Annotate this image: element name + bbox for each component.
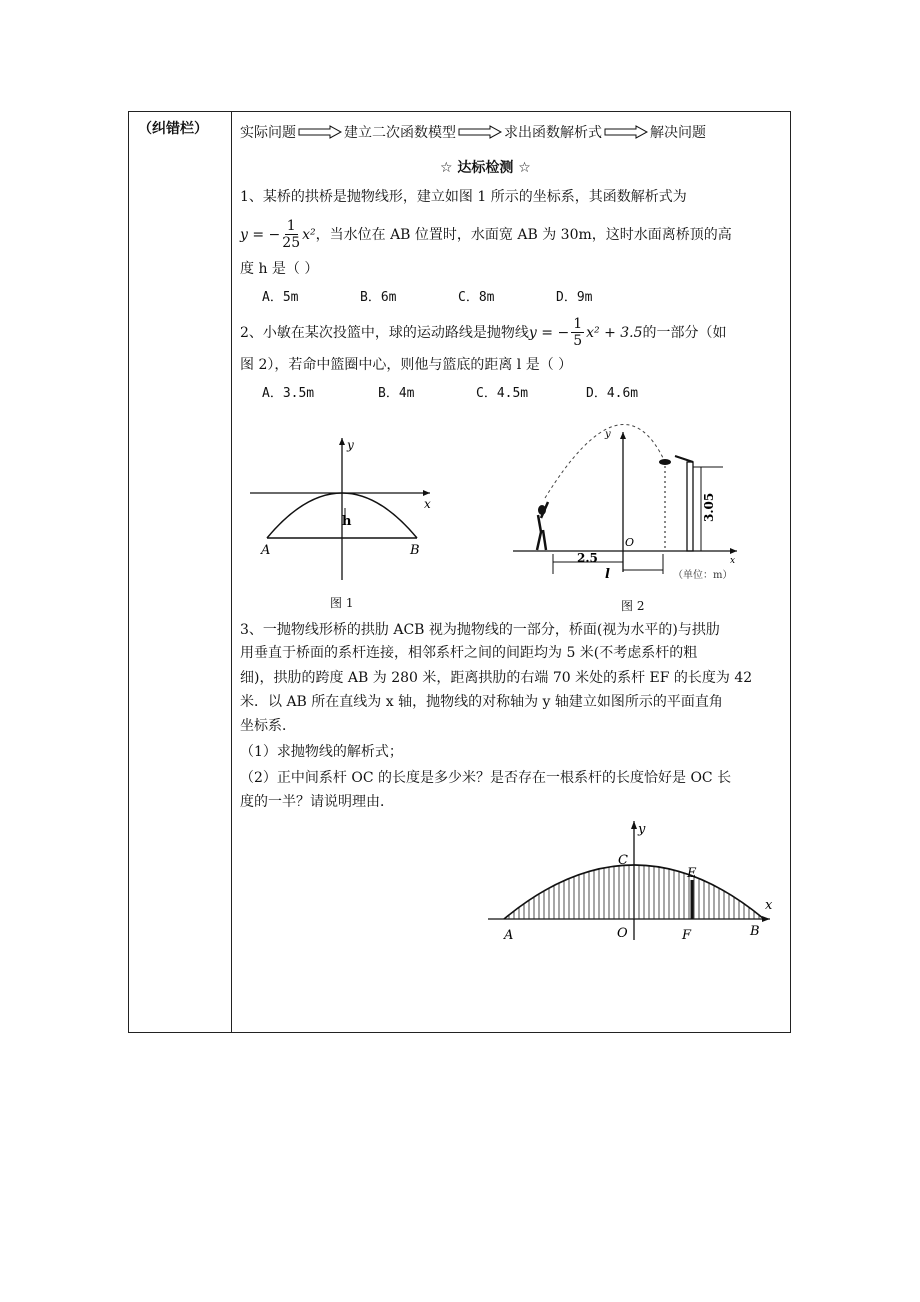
fig1-label-h: h [342,514,352,529]
q1-frac-num: 1 [286,218,296,234]
fig1-label-a: A [261,543,271,558]
fig2-player-icon [537,502,548,550]
q1-option-b: B．6m [360,290,397,305]
side-label: （纠错栏） [138,121,208,137]
q1-formula-suffix: x² [302,226,316,243]
fig2-caption: 图 2 [621,599,645,613]
section-title: ☆ 达标检测 ☆ [440,160,531,176]
fig2-label-o: O [625,536,635,549]
fig2-y-arrow-icon [620,432,626,439]
fig2-label-height: 3.05 [702,492,716,522]
fig3-label-y: y [638,822,646,837]
fig2-label-dist: 2.5 [577,551,598,565]
column-divider [231,111,232,1033]
fig3-label-a: A [504,928,514,943]
q2-frac-den: 5 [573,333,583,349]
q2-line2: 图 2），若命中篮圈中心，则他与篮底的距离 l 是（ ） [240,357,573,373]
fig3-label-b: B [750,924,760,939]
fig3-tie-rods [509,865,759,919]
q2-option-a: A．3.5m [262,386,315,401]
fig3-y-arrow-icon [631,821,637,829]
flow-step-1: 实际问题 [240,125,296,141]
flow-arrow-icon [298,125,342,139]
q3-sub2-line1: （2）正中间系杆 OC 的长度是多少米？是否存在一根系杆的长度恰好是 OC 长 [240,770,732,786]
q1-line2-rest: ，当水位在 AB 位置时，水面宽 AB 为 30m，这时水面离桥顶的高 [315,226,732,243]
q3-sub1: （1）求抛物线的解析式； [240,744,403,760]
q2-fraction [571,316,584,349]
q2-formula-suffix: x² + 3.5 [586,324,643,341]
fig3-label-o: O [617,926,628,941]
fig1-y-arrow-icon [339,438,345,445]
fig1-label-b: B [410,543,420,558]
flow-step-3: 求出函数解析式 [504,125,602,141]
fig1-caption: 图 1 [330,596,354,610]
q1-options [262,286,592,305]
q1-frac-den: 25 [282,235,301,251]
fig1-x-arrow-icon [423,490,430,496]
figure-2 [505,422,785,592]
q3-line5: 坐标系． [240,718,296,734]
fig3-label-e: E [687,866,697,881]
fig3-label-f: F [682,928,692,943]
q1-line3: 度 h 是（ ） [240,261,319,277]
q1-formula-prefix: y = − [240,226,281,243]
q2-line1-start: 2、小敏在某次投篮中，球的运动路线是抛物线 [240,324,529,341]
figure-1 [240,430,440,590]
fig2-basket-icon [659,456,693,551]
fig2-label-x: x [730,556,736,566]
fig2-label-unit: （单位：m） [673,570,733,581]
fig3-label-c: C [618,853,628,868]
q3-line3: 细)，拱肋的跨度 AB 为 280 米，距离拱肋的右端 70 米处的系杆 EF 的长度为 42 [240,670,753,686]
q3-line4: 米．以 AB 所在直线为 x 轴，抛物线的对称轴为 y 轴建立如图所示的平面直角 [240,694,723,710]
flow-step-2: 建立二次函数模型 [344,125,456,141]
q2-option-c: C．4.5m [476,386,529,401]
q2-frac-num: 1 [573,316,583,332]
fig1-label-x: x [424,497,431,511]
flow-step-4: 解决问题 [650,125,706,141]
q3-line1: 3、一抛物线形桥的拱肋 ACB 视为抛物线的一部分，桥面(视为水平的)与拱肋 [240,622,720,638]
q2-option-d: D．4.6m [586,386,639,401]
fig1-label-y: y [347,438,354,452]
q1-option-d: D．9m [556,290,593,305]
q1-option-c: C．8m [458,290,495,305]
q1-fraction [282,218,300,251]
q3-line2: 用垂直于桥面的系杆连接，相邻系杆之间的间距均为 5 米(不考虑系杆的粗 [240,645,698,661]
fig2-label-y: y [605,429,611,440]
fig2-label-l: l [605,567,610,582]
flow-line [240,122,706,142]
q1-line2 [240,218,732,251]
q1-line1: 1、某桥的拱桥是抛物线形，建立如图 1 所示的坐标系，其函数解析式为 [240,189,687,205]
q3-sub2-line2: 度的一半？请说明理由． [240,794,394,810]
fig3-label-x: x [765,898,773,913]
fig2-x-arrow-icon [730,548,737,554]
q2-formula-prefix: y = − [528,324,570,341]
q1-option-a: A．5m [262,290,299,305]
figure-3 [480,815,780,945]
q2-line1-end: 的一部分（如 [642,324,727,341]
q2-options [262,382,638,401]
q2-line1 [240,316,727,349]
flow-arrow-icon [604,125,648,139]
q2-option-b: B．4m [378,386,415,401]
flow-arrow-icon [458,125,502,139]
